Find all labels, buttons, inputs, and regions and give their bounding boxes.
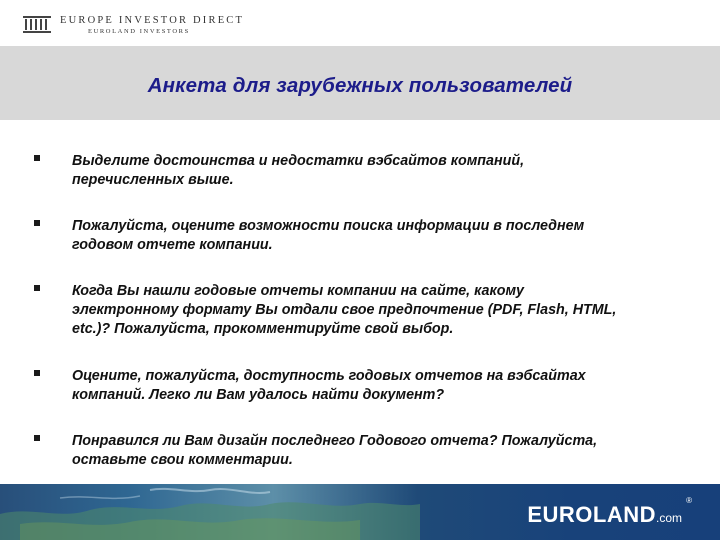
list-item-text: Когда Вы нашли годовые отчеты компании на сайте, какому электронному формату Вы отдали свое предпочтение (PDF, Flash, HTML, etc.)? Пожалуйста, прокомментируйте свой выбор. — [72, 283, 617, 337]
europe-map-image — [0, 484, 420, 540]
footer-banner — [0, 484, 720, 540]
page-title: Анкета для зарубежных пользователей — [147, 74, 573, 97]
logo-suffix: .com — [655, 511, 682, 525]
building-columns-icon — [22, 16, 52, 34]
brand-subtitle: EUROLAND INVESTORS — [88, 28, 190, 35]
list-item-text: Оцените, пожалуйста, доступность годовых отчетов на вэбсайтах компаний. Легко ли Вам удалось найти документ? — [72, 368, 586, 403]
bullet-square-icon — [34, 155, 40, 161]
list-item-text: Выделите достоинства и недостатки вэбсайтов компаний, перечисленных выше. — [72, 153, 525, 188]
bullet-square-icon — [34, 370, 40, 376]
list-item-text: Пожалуйста, оцените возможности поиска информации в последнем годовом отчете компании. — [72, 218, 585, 253]
bullet-square-icon — [34, 220, 40, 226]
list-item-text: Понравился ли Вам дизайн последнего Годового отчета? Пожалуйста, оставьте свои комментарии. — [72, 433, 598, 468]
euroland-logo — [527, 496, 692, 528]
bullet-square-icon — [34, 435, 40, 441]
logo-main: EUROLAND — [527, 502, 656, 527]
bullet-square-icon — [34, 285, 40, 291]
brand-title: EUROPE INVESTOR DIRECT — [60, 15, 245, 26]
logo-registered: ® — [686, 496, 692, 505]
header — [0, 0, 720, 46]
